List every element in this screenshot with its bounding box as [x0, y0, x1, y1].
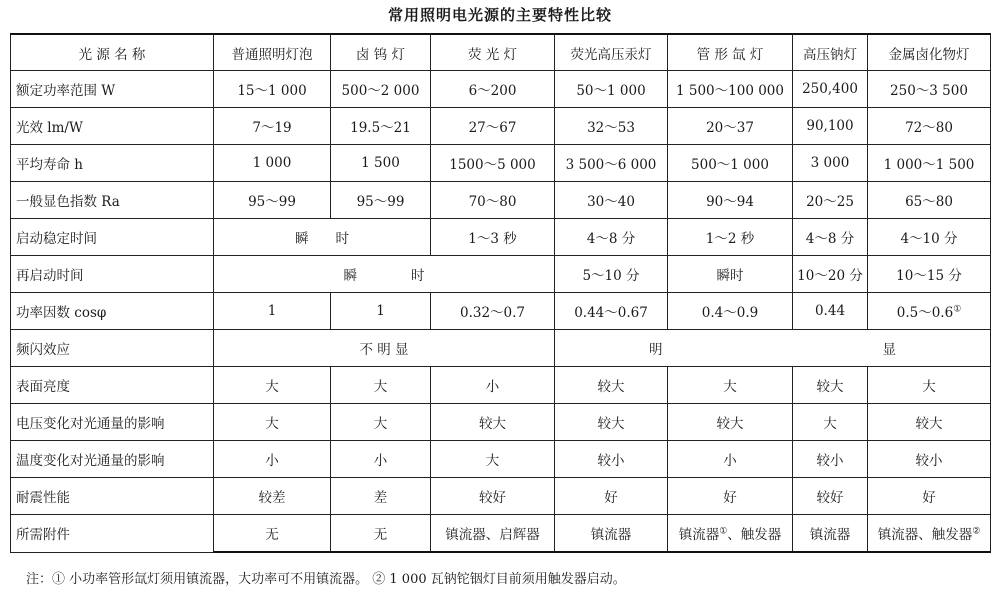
cell: 较大: [431, 404, 555, 441]
col-sodium: 高压钠灯: [793, 34, 868, 71]
row-label: 温度变化对光通量的影响: [11, 441, 214, 478]
col-fluorescent: 荧 光 灯: [431, 34, 555, 71]
cell: [668, 515, 793, 553]
cell: 小: [431, 367, 555, 404]
cell: 好: [668, 478, 793, 515]
cell: 1500～5 000: [431, 145, 555, 182]
table-row: [11, 182, 991, 219]
cell: 较好: [431, 478, 555, 515]
merged-cell-text: 显: [882, 342, 896, 358]
cell: 0.32～0.7: [431, 293, 555, 330]
cell: 较小: [793, 441, 868, 478]
cell: 70～80: [431, 182, 555, 219]
table-row: [11, 145, 991, 182]
cell: 较大: [555, 367, 668, 404]
footnote-mark: ①: [719, 526, 728, 537]
cell: 1: [331, 293, 431, 330]
row-label: 额定功率范围 W: [11, 71, 214, 108]
merged-cell: 不 明 显: [214, 330, 555, 367]
cell: 0.4～0.9: [668, 293, 793, 330]
cell: 0.44～0.67: [555, 293, 668, 330]
cell: 4～8 分: [793, 219, 868, 256]
cell: 无: [331, 515, 431, 553]
table-row: [11, 219, 991, 256]
cell: 好: [555, 478, 668, 515]
cell: 250～3 500: [868, 71, 991, 108]
cell: [868, 515, 991, 553]
cell: 65～80: [868, 182, 991, 219]
cell-value: 、触发器: [727, 527, 782, 543]
cell: 较小: [868, 441, 991, 478]
cell: 较大: [555, 404, 668, 441]
cell: 较大: [668, 404, 793, 441]
cell: 大: [431, 441, 555, 478]
cell: 250,400: [793, 71, 868, 108]
cell: 30～40: [555, 182, 668, 219]
merged-cell: 瞬 时: [214, 219, 431, 256]
cell: 10～15 分: [868, 256, 991, 293]
cell: 较大: [868, 404, 991, 441]
cell: 90,100: [793, 108, 868, 145]
cell: 大: [214, 404, 331, 441]
table-row: [11, 441, 991, 478]
row-label: 功率因数 cosφ: [11, 293, 214, 330]
row-label: 平均寿命 h: [11, 145, 214, 182]
cell-value: 0.5～0.6: [896, 305, 954, 321]
col-metal-halide: 金属卤化物灯: [868, 34, 991, 71]
cell: 3 000: [793, 145, 868, 182]
cell: 500～2 000: [331, 71, 431, 108]
cell: 大: [868, 367, 991, 404]
cell: 较小: [555, 441, 668, 478]
row-label: 电压变化对光通量的影响: [11, 404, 214, 441]
cell: 大: [793, 404, 868, 441]
col-halogen: 卤 钨 灯: [331, 34, 431, 71]
table-row: [11, 293, 991, 330]
cell: 无: [214, 515, 331, 553]
cell: 95～99: [214, 182, 331, 219]
cell: 小: [668, 441, 793, 478]
cell: 1 000～1 500: [868, 145, 991, 182]
header-label: 光 源 名 称: [11, 34, 214, 71]
cell: 90～94: [668, 182, 793, 219]
table-row: [11, 108, 991, 145]
cell: 7～19: [214, 108, 331, 145]
cell: 20～25: [793, 182, 868, 219]
footnote-mark: ①: [953, 304, 962, 315]
table-row: [11, 478, 991, 515]
cell: 1 500～100 000: [668, 71, 793, 108]
cell: 27～67: [431, 108, 555, 145]
cell: 较差: [214, 478, 331, 515]
cell: 50～1 000: [555, 71, 668, 108]
cell: 1 500: [331, 145, 431, 182]
cell-value: 镇流器、触发器: [877, 527, 973, 543]
cell: 1: [214, 293, 331, 330]
cell: 32～53: [555, 108, 668, 145]
cell: 1～2 秒: [668, 219, 793, 256]
cell: 较好: [793, 478, 868, 515]
header-row: [11, 34, 991, 71]
cell: 瞬时: [668, 256, 793, 293]
merged-cell: [555, 330, 991, 367]
table-row: [11, 367, 991, 404]
table-row: [11, 515, 991, 553]
merged-cell-text: 明: [649, 342, 663, 358]
col-incandescent: 普通照明灯泡: [214, 34, 331, 71]
cell: 较大: [793, 367, 868, 404]
cell: 镇流器、启辉器: [431, 515, 555, 553]
cell: 差: [331, 478, 431, 515]
cell: 19.5～21: [331, 108, 431, 145]
cell: 5～10 分: [555, 256, 668, 293]
cell: 1～3 秒: [431, 219, 555, 256]
cell: 小: [331, 441, 431, 478]
cell: 0.44: [793, 293, 868, 330]
cell: 好: [868, 478, 991, 515]
cell: 大: [331, 404, 431, 441]
cell: 大: [668, 367, 793, 404]
col-xenon: 管 形 氙 灯: [668, 34, 793, 71]
cell: 10～20 分: [793, 256, 868, 293]
cell: 6～200: [431, 71, 555, 108]
row-label: 再启动时间: [11, 256, 214, 293]
cell: 1 000: [214, 145, 331, 182]
cell: 4～8 分: [555, 219, 668, 256]
footnote-mark: ②: [972, 526, 981, 537]
cell: 大: [331, 367, 431, 404]
col-mercury: 荧光高压汞灯: [555, 34, 668, 71]
cell: 镇流器: [793, 515, 868, 553]
table-row: [11, 330, 991, 367]
cell: 20～37: [668, 108, 793, 145]
cell-value: 镇流器: [678, 527, 720, 543]
table-row: [11, 404, 991, 441]
cell: 72～80: [868, 108, 991, 145]
row-label: 耐震性能: [11, 478, 214, 515]
merged-cell: 瞬 时: [214, 256, 555, 293]
row-label: 表面亮度: [11, 367, 214, 404]
row-label: 频闪效应: [11, 330, 214, 367]
cell: 大: [214, 367, 331, 404]
footnote: 注：① 小功率管形氙灯须用镇流器，大功率可不用镇流器。 ② 1 000 瓦钠铊铟灯目前须用触发器启动。: [26, 572, 626, 587]
table-row: [11, 71, 991, 108]
cell: 4～10 分: [868, 219, 991, 256]
row-label: 启动稳定时间: [11, 219, 214, 256]
cell: 镇流器: [555, 515, 668, 553]
cell: 95～99: [331, 182, 431, 219]
cell: 3 500～6 000: [555, 145, 668, 182]
row-label: 所需附件: [11, 515, 214, 553]
table-title: 常用照明电光源的主要特性比较: [387, 6, 612, 24]
cell: 500～1 000: [668, 145, 793, 182]
cell: 小: [214, 441, 331, 478]
row-label: 一般显色指数 Ra: [11, 182, 214, 219]
table-row: [11, 256, 991, 293]
row-label: 光效 lm/W: [11, 108, 214, 145]
light-source-comparison-table: [10, 33, 991, 553]
cell: [868, 293, 991, 330]
cell: 15～1 000: [214, 71, 331, 108]
